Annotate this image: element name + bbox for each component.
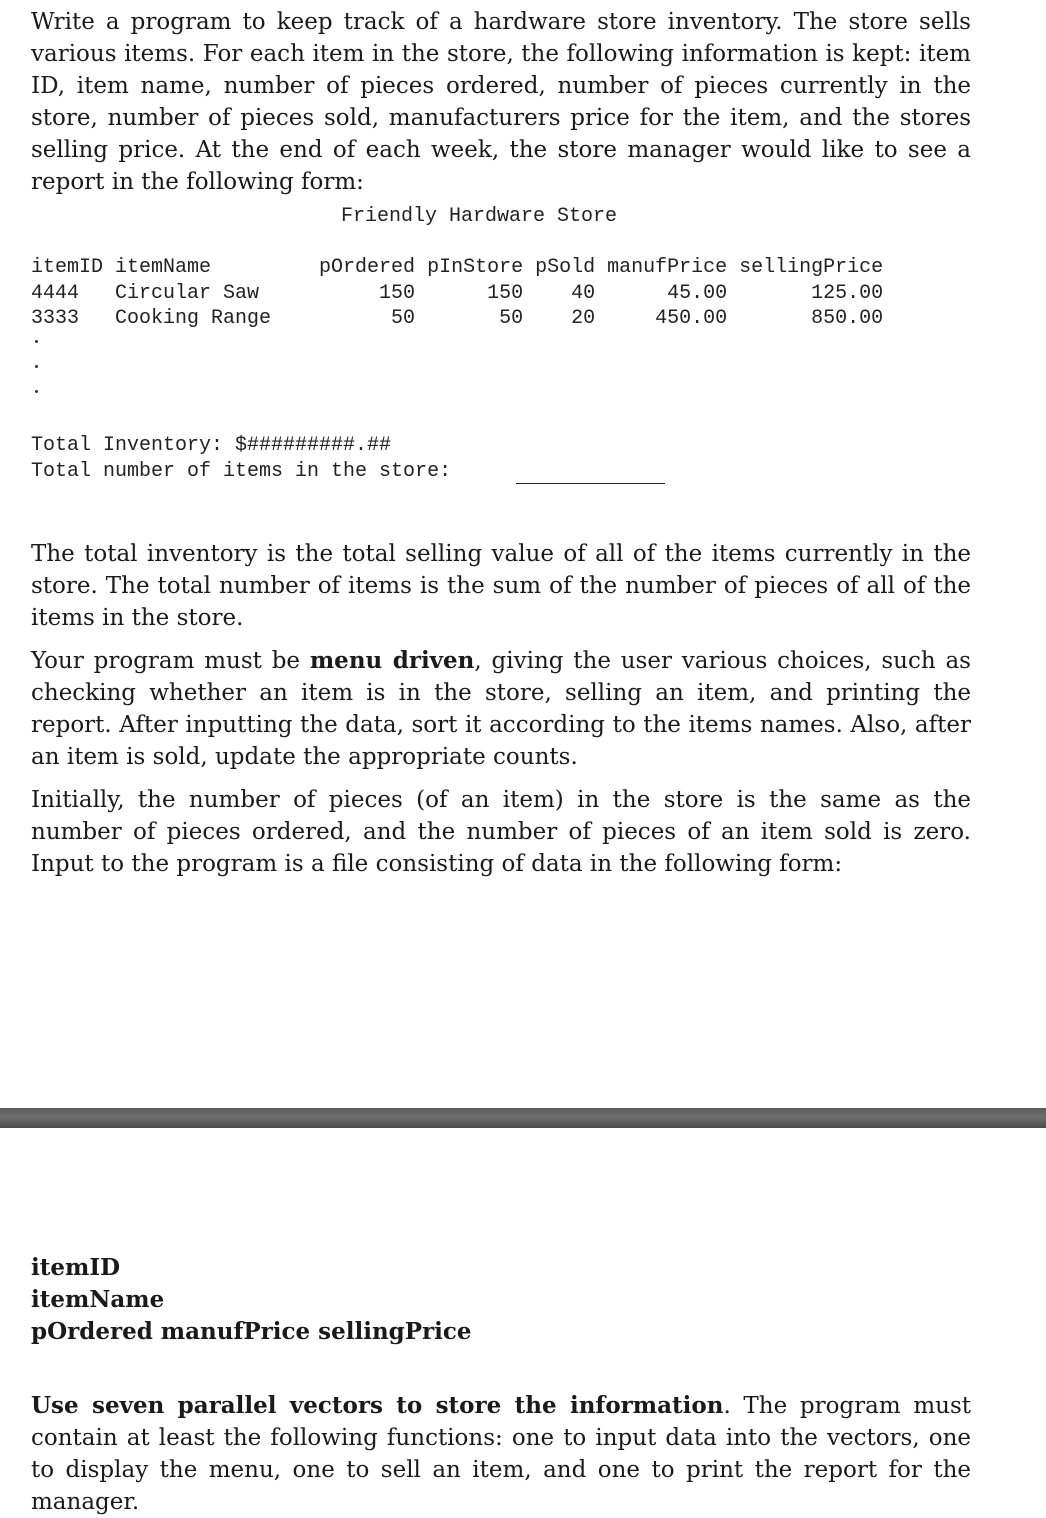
input-format-line: itemName	[31, 1286, 165, 1313]
dot	[35, 390, 38, 393]
vectors-emphasis: Use seven parallel vectors to store the information	[31, 1392, 724, 1419]
report-row: 3333 Cooking Range 50 50 20 450.00 850.00	[31, 307, 884, 330]
menu-paragraph-before: Your program must be	[31, 648, 310, 674]
menu-paragraph	[31, 645, 971, 773]
page-divider	[0, 1108, 1046, 1128]
report-row: 4444 Circular Saw 150 150 40 45.00 125.00	[31, 281, 884, 305]
dot	[35, 365, 38, 368]
dot	[35, 340, 38, 343]
report-table	[31, 255, 883, 332]
answer-blank-line	[516, 483, 665, 484]
total-explanation-paragraph: The total inventory is the total selling value of all of the items currently in the store. The total number of items is the sum of the number of pieces of all of the items in the store.	[31, 541, 971, 631]
menu-driven-emphasis: menu driven	[309, 647, 475, 674]
intro-paragraph: Write a program to keep track of a hardware store inventory. The store sells various items. For each item in the store, the following information is kept: item ID, item name, number of pieces ordered, number of pieces currently in the store, number of pieces sold, manufacturers price for the item, and the stores selling price. At the end of each week, the store manager would like to see a report in the following form:	[31, 9, 971, 195]
input-format-line: pOrdered manufPrice sellingPrice	[31, 1318, 472, 1345]
initial-paragraph: Initially, the number of pieces (of an item) in the store is the same as the number of pieces ordered, and the number of pieces of an item sold is zero. Input to the program is a file consisting of data in the following form:	[31, 787, 971, 877]
total-inventory: Total Inventory: $#########.##	[31, 434, 392, 457]
vectors-paragraph	[31, 1390, 971, 1518]
input-format	[31, 1252, 472, 1348]
report-header-line: itemID itemName pOrdered pInStore pSold manufPrice sellingPrice	[31, 256, 884, 279]
total-items: Total number of items in the store:	[31, 459, 452, 483]
continuation-dots	[31, 340, 38, 415]
menu-paragraph-after: , giving the user various choices, such as checking whether an item is in the store, selling an item, and printing the report. After inputting the data, sort it according to the items names. Also, after an item is sold, update the appropriate counts.	[31, 648, 971, 770]
report-totals	[31, 433, 451, 484]
vectors-paragraph-after: . The program must contain at least the following functions: one to input data into the vectors, one to display the menu, one to sell an item, and one to print the report for the manager.	[31, 1393, 971, 1515]
input-format-line: itemID	[31, 1254, 121, 1281]
report-title: Friendly Hardware Store	[341, 205, 618, 228]
